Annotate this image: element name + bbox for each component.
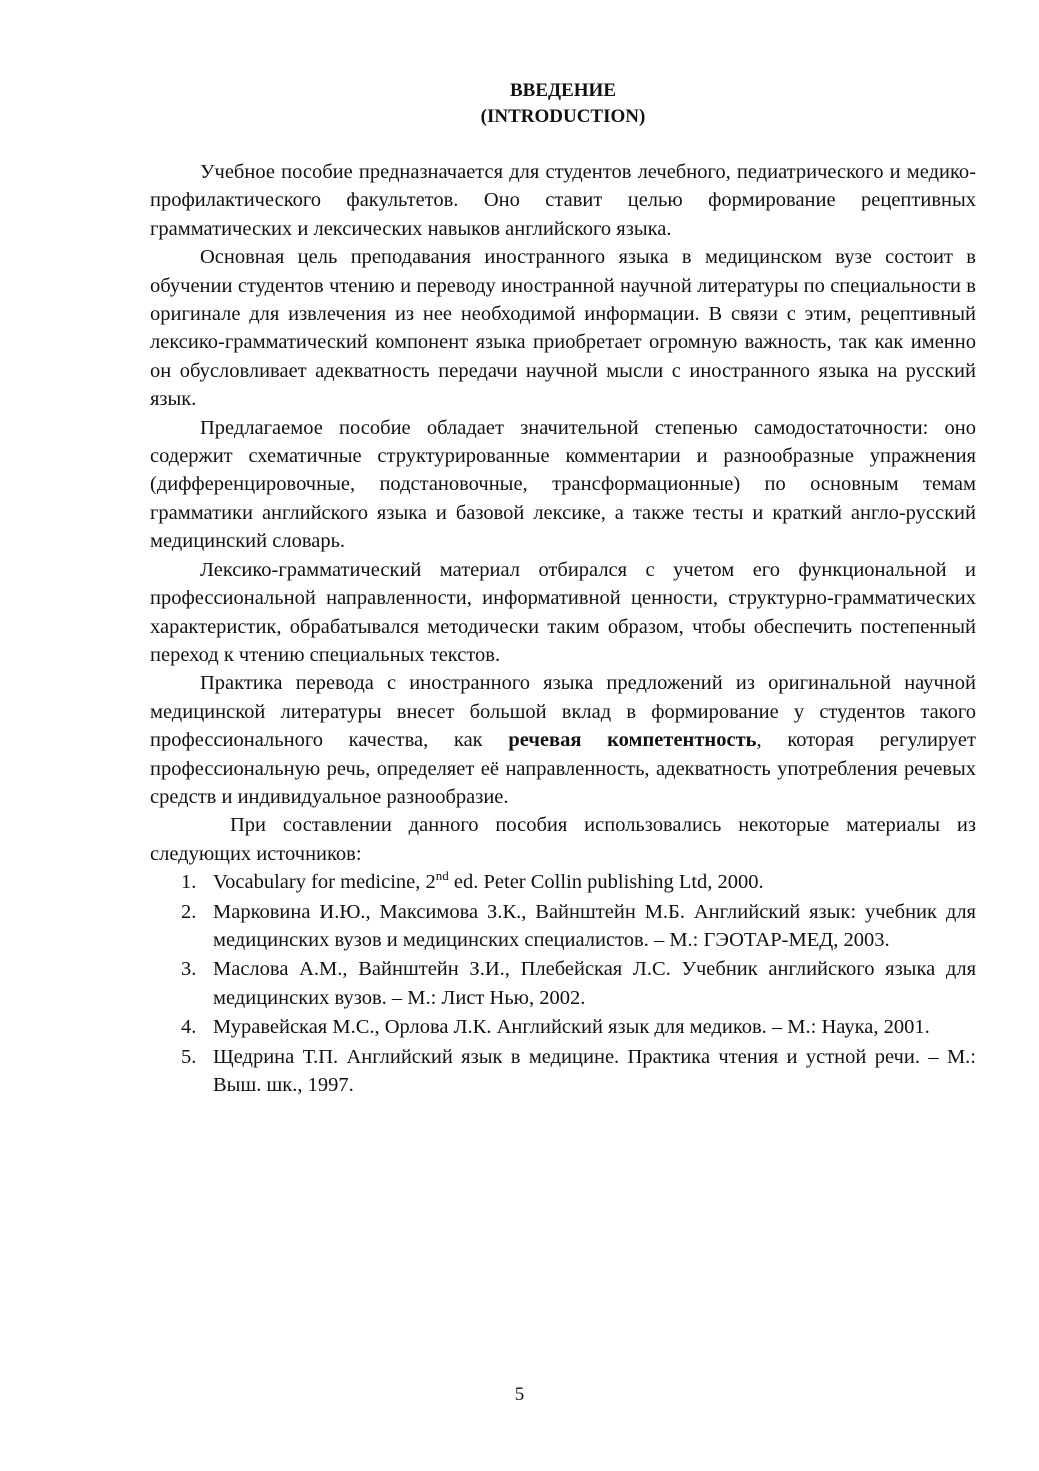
heading-title: ВВЕДЕНИЕ <box>510 80 616 101</box>
reference-number: 2. <box>181 900 197 923</box>
reference-item <box>150 955 976 1012</box>
reference-number: 5. <box>181 1045 197 1068</box>
practice-text-after: , которая регулирует профессиональную речь, определяет её направленность, адекватность употребления речевых средств и индивидуальное разнообразие. <box>150 729 976 808</box>
page-number: 5 <box>514 1384 525 1405</box>
reference-item <box>150 1043 976 1100</box>
paragraph-sources-intro: При составлении данного пособия использовались некоторые материалы из следующих источников: <box>150 814 976 865</box>
paragraph-material: Лексико-грамматический материал отбирался с учетом его функциональной и профессиональной направленности, информативной ценности, структурно-грамматических характеристик, обрабатывался методически таким образом, чтобы обеспечить постепенный переход к чтению специальных текстов. <box>150 558 976 666</box>
reference-text: Щедрина Т.П. Английский язык в медицине. Практика чтения и устной речи. – М.: Выш. шк., 1997. <box>213 1045 976 1096</box>
paragraph-content: Предлагаемое пособие обладает значительной степенью самодостаточности: оно содержит схематичные структурированные комментарии и разнообразные упражнения (дифференцировочные, подстановочные, трансформационные) по основным темам грамматики английского языка и базовой лексике, а также тесты и краткий англо-русский медицинский словарь. <box>150 416 976 553</box>
reference-item <box>150 1013 976 1041</box>
paragraph-purpose: Учебное пособие предназначается для студентов лечебного, педиатрического и медико-профилактического факультетов. Оно ставит целью формирование рецептивных грамматических и лексических навыков английского языка. <box>150 161 976 240</box>
practice-text-bold: речевая компетентность <box>508 729 757 752</box>
reference-text: Муравейская М.С., Орлова Л.К. Английский язык для медиков. – М.: Наука, 2001. <box>213 1016 930 1039</box>
reference-list <box>150 868 976 1099</box>
reference-number: 4. <box>181 1016 197 1039</box>
document-page <box>150 78 976 1100</box>
reference-text: Vocabulary for medicine, 2nd ed. Peter Collin publishing Ltd, 2000. <box>213 868 764 894</box>
paragraph-main-goal: Основная цель преподавания иностранного языка в медицинском вузе состоит в обучении студентов чтению и переводу иностранной научной литературы по специальности в оригинале для извлечения из нее необходимой информации. В связи с этим, рецептивный лексико-грамматический компонент языка приобретает огромную важность, так как именно он обусловливает адекватность передачи научной мысли с иностранного языка на русский язык. <box>150 246 976 411</box>
reference-superscript: nd <box>435 868 449 884</box>
practice-text-before: Практика перевода с иностранного языка предложений из оригинальной научной медицинской литературы внесет большой вклад в формирование у студентов такого профессионального качества, как <box>150 672 976 752</box>
heading-subtitle: (INTRODUCTION) <box>480 106 646 127</box>
reference-text: Марковина И.Ю., Максимова З.К., Вайнштейн М.Б. Английский язык: учебник для медицинских вузов и медицинских специалистов. – М.: ГЭОТАР-МЕД, 2003. <box>213 900 976 951</box>
reference-item <box>150 868 976 896</box>
reference-number: 1. <box>181 871 197 894</box>
reference-number: 3. <box>181 958 197 981</box>
paragraph-practice <box>150 669 976 811</box>
reference-text: Маслова А.М., Вайнштейн З.И., Плебейская Л.С. Учебник английского языка для медицинских вузов. – М.: Лист Нью, 2002. <box>213 958 976 1009</box>
reference-item <box>150 898 976 955</box>
section-heading <box>150 78 976 130</box>
